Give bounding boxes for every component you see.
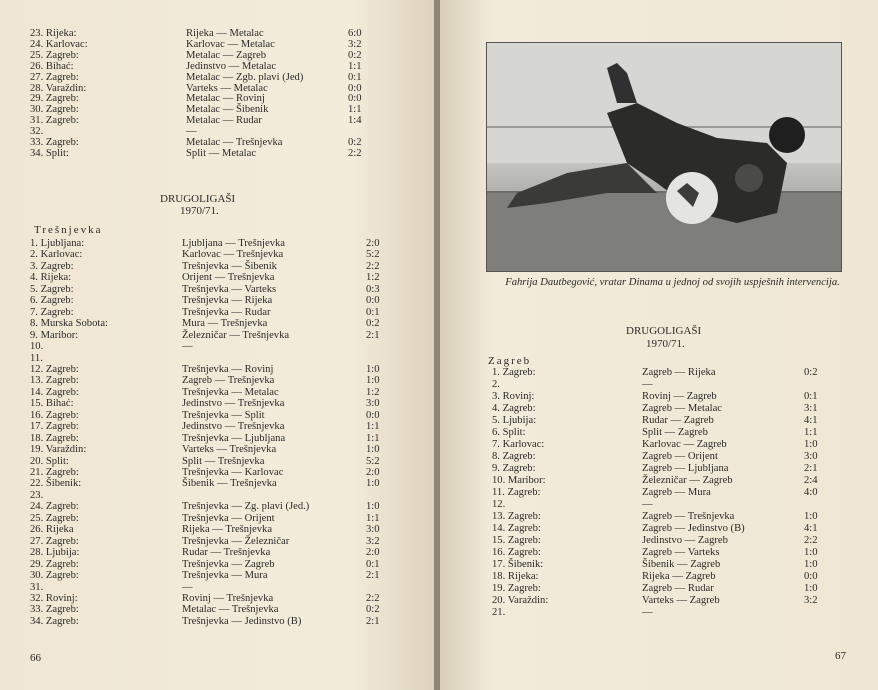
match-teams: Metalac — Trešnjevka <box>182 604 279 616</box>
match-score: 2:2 <box>348 147 362 159</box>
match-score: 1:0 <box>366 375 380 387</box>
match-number-venue: 31. <box>30 581 44 593</box>
match-teams: Trešnjevka — Železničar <box>182 535 290 547</box>
match-number-venue: 4. Zagreb: <box>492 403 536 414</box>
match-teams: Trešnjevka — Ljubljana <box>182 432 286 444</box>
match-teams: Zagreb — Ljubljana <box>642 463 729 474</box>
match-teams: Karlovac — Trešnjevka <box>182 249 284 261</box>
match-teams: Zagreb — Trešnjevka <box>642 511 735 522</box>
match-number-venue: 12. Zagreb: <box>30 363 79 375</box>
match-score: 0:1 <box>348 71 362 83</box>
match-teams: Varteks — Zagreb <box>642 595 720 606</box>
team-heading: Trešnjevka <box>34 224 103 236</box>
match-teams: Trešnjevka — Orijent <box>182 512 275 524</box>
match-number-venue: 33. Zagreb: <box>30 604 79 616</box>
match-number-venue: 18. Rijeka: <box>492 571 539 582</box>
match-score: 2:1 <box>366 615 380 627</box>
goalkeeper-photo <box>486 42 842 272</box>
match-score: 2:4 <box>804 475 818 486</box>
match-number-venue: 5. Ljubija: <box>492 415 537 426</box>
match-number-venue: 19. Varaždin: <box>30 444 87 456</box>
match-score: 2:1 <box>366 329 380 341</box>
match-teams: — <box>182 581 193 593</box>
match-number-venue: 27. Zagreb: <box>30 71 79 83</box>
match-teams: Zagreb — Metalac <box>642 403 723 414</box>
match-teams: Rovinj — Zagreb <box>642 391 717 402</box>
match-number-venue: 21. Zagreb: <box>30 467 79 478</box>
match-teams: Metalac — Zagreb <box>186 49 267 61</box>
match-number-venue: 6. Zagreb: <box>30 295 74 307</box>
match-teams: — <box>642 499 653 510</box>
page-number: 66 <box>30 652 41 664</box>
match-number-venue: 7. Karlovac: <box>492 439 545 450</box>
match-number-venue: 33. Zagreb: <box>30 137 79 148</box>
match-teams: Metalac — Šibenik <box>186 104 269 116</box>
match-score: 1:0 <box>804 511 818 522</box>
match-score: 4:1 <box>804 415 818 426</box>
match-score: 0:2 <box>348 137 362 148</box>
match-number-venue: 32. Rovinj: <box>30 592 78 604</box>
match-score: 3:0 <box>366 524 380 536</box>
match-score: 3:2 <box>366 535 380 547</box>
match-teams: Trešnjevka — Mura <box>182 570 268 582</box>
match-number-venue: 18. Zagreb: <box>30 432 79 444</box>
match-teams: Split — Zagreb <box>642 427 708 438</box>
match-teams: Rovinj — Trešnjevka <box>182 592 274 604</box>
match-number-venue: 23. <box>30 489 44 501</box>
match-number-venue: 11. Zagreb: <box>492 487 541 498</box>
match-number-venue: 15. Zagreb: <box>492 535 541 546</box>
match-number-venue: 4. Rijeka: <box>30 272 72 284</box>
match-score: 2:0 <box>366 238 380 249</box>
match-number-venue: 8. Murska Sobota: <box>30 318 108 330</box>
page-number: 67 <box>835 650 846 662</box>
match-teams: Varteks — Trešnjevka <box>182 444 277 456</box>
match-score: 0:0 <box>366 409 380 421</box>
match-number-venue: 23. Rijeka: <box>30 28 77 39</box>
match-score: 4:1 <box>804 523 818 534</box>
match-teams: Trešnjevka — Rudar <box>182 306 271 318</box>
match-score: 5:2 <box>366 249 380 261</box>
match-number-venue: 1. Zagreb: <box>492 367 536 378</box>
match-teams: Jedinstvo — Trešnjevka <box>182 398 285 410</box>
match-number-venue: 25. Zagreb: <box>30 49 79 61</box>
match-teams: Trešnjevka — Zagreb <box>182 558 275 570</box>
match-teams: Trešnjevka — Jedinstvo (B) <box>182 615 302 627</box>
match-number-venue: 25. Zagreb: <box>30 512 79 524</box>
match-teams: Split — Metalac <box>186 147 257 159</box>
match-score: 3:2 <box>804 595 818 606</box>
match-score: 1:0 <box>804 547 818 558</box>
match-score: 0:3 <box>366 283 380 295</box>
match-number-venue: 16. Zagreb: <box>492 547 541 558</box>
match-score: 1:1 <box>348 60 362 72</box>
right-page <box>440 0 878 690</box>
match-score: 2:0 <box>366 547 380 559</box>
match-number-venue: 5. Zagreb: <box>30 283 74 295</box>
match-teams: Rijeka — Trešnjevka <box>182 524 273 536</box>
match-score: 3:0 <box>804 451 818 462</box>
match-score: 2:0 <box>366 467 380 478</box>
match-score: 0:0 <box>348 93 362 105</box>
match-number-venue: 13. Zagreb: <box>30 375 79 387</box>
match-teams: Jedinstvo — Metalac <box>186 60 277 72</box>
match-number-venue: 16. Zagreb: <box>30 409 79 421</box>
match-number-venue: 9. Maribor: <box>30 329 79 341</box>
match-score: 1:1 <box>804 427 818 438</box>
match-number-venue: 11. <box>30 352 43 364</box>
match-score: 0:1 <box>366 306 380 318</box>
match-number-venue: 2. <box>492 379 500 390</box>
match-number-venue: 17. Zagreb: <box>30 421 79 433</box>
match-teams: Šibenik — Trešnjevka <box>182 478 277 490</box>
match-score: 1:0 <box>366 444 380 456</box>
section-title: DRUGOLIGAŠI <box>626 325 702 337</box>
match-score: 3:0 <box>366 398 380 410</box>
match-number-venue: 15. Bihać: <box>30 398 74 410</box>
match-score: 3:1 <box>804 403 818 414</box>
match-teams: Zagreb — Jedinstvo (B) <box>642 523 745 534</box>
match-number-venue: 2. Karlovac: <box>30 249 83 261</box>
match-score: 1:1 <box>366 432 380 444</box>
match-score: 0:2 <box>804 367 818 378</box>
match-teams: — <box>186 126 197 138</box>
match-number-venue: 3. Zagreb: <box>30 260 74 272</box>
match-score: 1:1 <box>366 421 380 433</box>
match-teams: Karlovac — Metalac <box>186 38 275 50</box>
match-teams: Železničar — Trešnjevka <box>182 329 290 341</box>
left-page <box>0 0 436 690</box>
match-teams: Zagreb — Varteks <box>642 547 720 558</box>
match-number-venue: 29. Zagreb: <box>30 93 79 105</box>
match-score: 0:2 <box>348 49 362 61</box>
match-score: 0:2 <box>366 604 380 616</box>
match-number-venue: 20. Varaždin: <box>492 595 549 606</box>
match-teams: Orijent — Trešnjevka <box>182 272 275 284</box>
match-number-venue: 9. Zagreb: <box>492 463 536 474</box>
match-score: 2:1 <box>804 463 818 474</box>
match-number-venue: 26. Bihać: <box>30 60 74 72</box>
match-score: 0:0 <box>348 82 362 94</box>
match-teams: Trešnjevka — Karlovac <box>182 467 284 478</box>
match-score: 1:0 <box>366 363 380 375</box>
match-number-venue: 7. Zagreb: <box>30 306 74 318</box>
match-teams: Metalac — Trešnjevka <box>186 137 283 148</box>
match-teams: Metalac — Rovinj <box>186 93 265 105</box>
match-number-venue: 24. Karlovac: <box>30 38 88 50</box>
match-number-venue: 32. <box>30 126 44 138</box>
match-teams: Šibenik — Zagreb <box>642 559 721 570</box>
match-score: 0:1 <box>804 391 818 402</box>
match-teams: Jedinstvo — Zagreb <box>642 535 728 546</box>
match-number-venue: 20. Split: <box>30 455 69 467</box>
match-score: 2:2 <box>804 535 818 546</box>
season-label: 1970/71. <box>180 205 219 217</box>
match-teams: Varteks — Metalac <box>186 82 268 94</box>
match-number-venue: 12. <box>492 499 506 510</box>
match-score: 4:0 <box>804 487 818 498</box>
match-score: 0:0 <box>366 295 380 307</box>
match-teams: — <box>642 379 653 390</box>
match-score: 1:2 <box>366 272 380 284</box>
match-number-venue: 10. Maribor: <box>492 475 546 486</box>
match-number-venue: 30. Zagreb: <box>30 570 79 582</box>
match-teams: Rudar — Trešnjevka <box>182 547 271 559</box>
match-number-venue: 28. Ljubija: <box>30 547 80 559</box>
match-number-venue: 1. Ljubljana: <box>30 238 85 249</box>
match-score: 1:0 <box>804 583 818 594</box>
photo-caption: Fahrija Dautbegović, vratar Dinama u jednoj od svojih uspješnih intervencija. <box>505 277 840 288</box>
match-score: 6:0 <box>348 28 362 39</box>
match-number-venue: 19. Zagreb: <box>492 583 541 594</box>
match-teams: Trešnjevka — Zg. plavi (Jed.) <box>182 501 310 513</box>
match-score: 5:2 <box>366 455 380 467</box>
match-number-venue: 28. Varaždin: <box>30 82 87 94</box>
match-number-venue: 14. Zagreb: <box>30 386 79 398</box>
match-number-venue: 22. Šibenik: <box>30 478 82 490</box>
match-score: 1:0 <box>804 439 818 450</box>
match-score: 1:1 <box>366 512 380 524</box>
season-label: 1970/71. <box>646 338 685 350</box>
match-teams: Jedinstvo — Trešnjevka <box>182 421 285 433</box>
match-score: 2:2 <box>366 592 380 604</box>
match-teams: Metalac — Rudar <box>186 115 262 127</box>
match-teams: Mura — Trešnjevka <box>182 318 268 330</box>
match-number-venue: 10. <box>30 341 44 353</box>
match-teams: Karlovac — Zagreb <box>642 439 727 450</box>
match-score: 1:2 <box>366 386 380 398</box>
match-number-venue: 24. Zagreb: <box>30 501 79 513</box>
match-score: 1:1 <box>348 104 362 116</box>
match-score: 1:4 <box>348 115 362 127</box>
match-score: 2:1 <box>366 570 380 582</box>
match-number-venue: 17. Šibenik: <box>492 559 544 570</box>
match-teams: Rijeka — Zagreb <box>642 571 716 582</box>
match-teams: Trešnjevka — Metalac <box>182 386 279 398</box>
match-teams: Trešnjevka — Šibenik <box>182 260 277 272</box>
match-score: 0:2 <box>366 318 380 330</box>
match-number-venue: 6. Split: <box>492 427 526 438</box>
match-teams: Ljubljana — Trešnjevka <box>182 238 285 249</box>
match-score: 1:0 <box>804 559 818 570</box>
match-score: 2:2 <box>366 260 380 272</box>
match-number-venue: 21. <box>492 607 506 618</box>
match-teams: Split — Trešnjevka <box>182 455 265 467</box>
match-number-venue: 34. Split: <box>30 147 69 159</box>
match-score: 1:0 <box>366 478 380 490</box>
match-number-venue: 13. Zagreb: <box>492 511 541 522</box>
match-number-venue: 31. Zagreb: <box>30 115 79 127</box>
match-score: 0:1 <box>366 558 380 570</box>
match-teams: Rijeka — Metalac <box>186 28 264 39</box>
match-number-venue: 29. Zagreb: <box>30 558 79 570</box>
match-teams: Zagreb — Rijeka <box>642 367 716 378</box>
match-number-venue: 14. Zagreb: <box>492 523 541 534</box>
section-title: DRUGOLIGAŠI <box>160 193 236 205</box>
match-teams: Zagreb — Rudar <box>642 583 714 594</box>
match-teams: Trešnjevka — Split <box>182 409 265 421</box>
match-number-venue: 34. Zagreb: <box>30 615 79 627</box>
match-score: 0:0 <box>804 571 818 582</box>
match-teams: Trešnjevka — Varteks <box>182 283 277 295</box>
match-number-venue: 3. Rovinj: <box>492 391 535 402</box>
match-teams: Rudar — Zagreb <box>642 415 714 426</box>
match-teams: Trešnjevka — Rijeka <box>182 295 273 307</box>
match-number-venue: 26. Rijeka <box>30 524 74 536</box>
match-number-venue: 27. Zagreb: <box>30 535 79 547</box>
match-number-venue: 8. Zagreb: <box>492 451 536 462</box>
match-teams: Železničar — Zagreb <box>642 475 733 486</box>
match-teams: Zagreb — Mura <box>642 487 711 498</box>
match-score: 3:2 <box>348 38 362 50</box>
match-teams: — <box>182 341 193 353</box>
match-score: 1:0 <box>366 501 380 513</box>
team-heading: Zagreb <box>488 355 532 367</box>
match-teams: Trešnjevka — Rovinj <box>182 363 274 375</box>
match-teams: Zagreb — Orijent <box>642 451 718 462</box>
match-number-venue: 30. Zagreb: <box>30 104 79 116</box>
match-teams: Zagreb — Trešnjevka <box>182 375 275 387</box>
match-teams: Metalac — Zgb. plavi (Jed) <box>186 71 304 83</box>
match-teams: — <box>642 607 653 618</box>
